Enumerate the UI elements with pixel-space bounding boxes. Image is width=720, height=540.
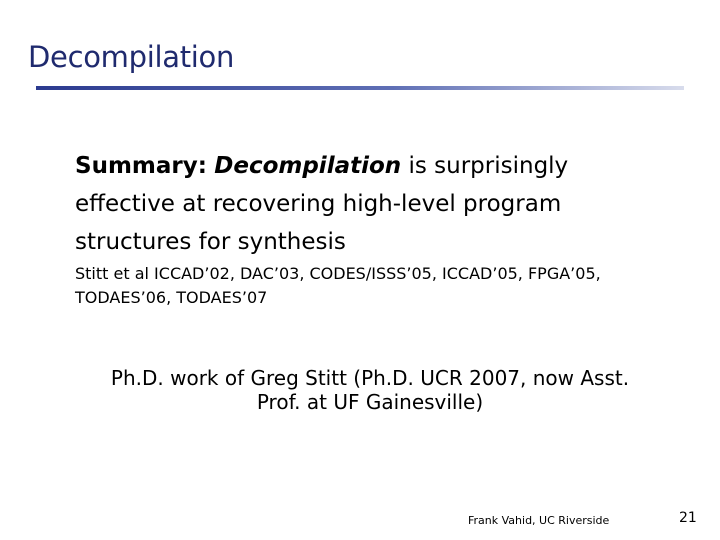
summary-lead: Summary: xyxy=(75,153,207,179)
references-text: Stitt et al ICCAD’02, DAC’03, CODES/ISSS’05, ICCAD’05, FPGA’05, TODAES’06, TODAES’07 xyxy=(75,264,601,307)
title-underline-rule xyxy=(36,86,684,90)
summary-paragraph xyxy=(75,147,635,261)
page-number: 21 xyxy=(679,510,697,526)
phd-note-line1: Ph.D. work of Greg Stitt (Ph.D. UCR 2007, now Asst. xyxy=(110,366,630,390)
slide-title: Decompilation xyxy=(28,40,235,74)
summary-text: is surprisingly effective at recovering high-level program structures for synthesis xyxy=(75,153,569,255)
summary-emphasis: Decompilation xyxy=(214,153,402,179)
phd-note xyxy=(75,366,665,414)
phd-note-line2: Prof. at UF Gainesville) xyxy=(256,390,484,414)
footer-author: Frank Vahid, UC Riverside xyxy=(468,514,610,527)
